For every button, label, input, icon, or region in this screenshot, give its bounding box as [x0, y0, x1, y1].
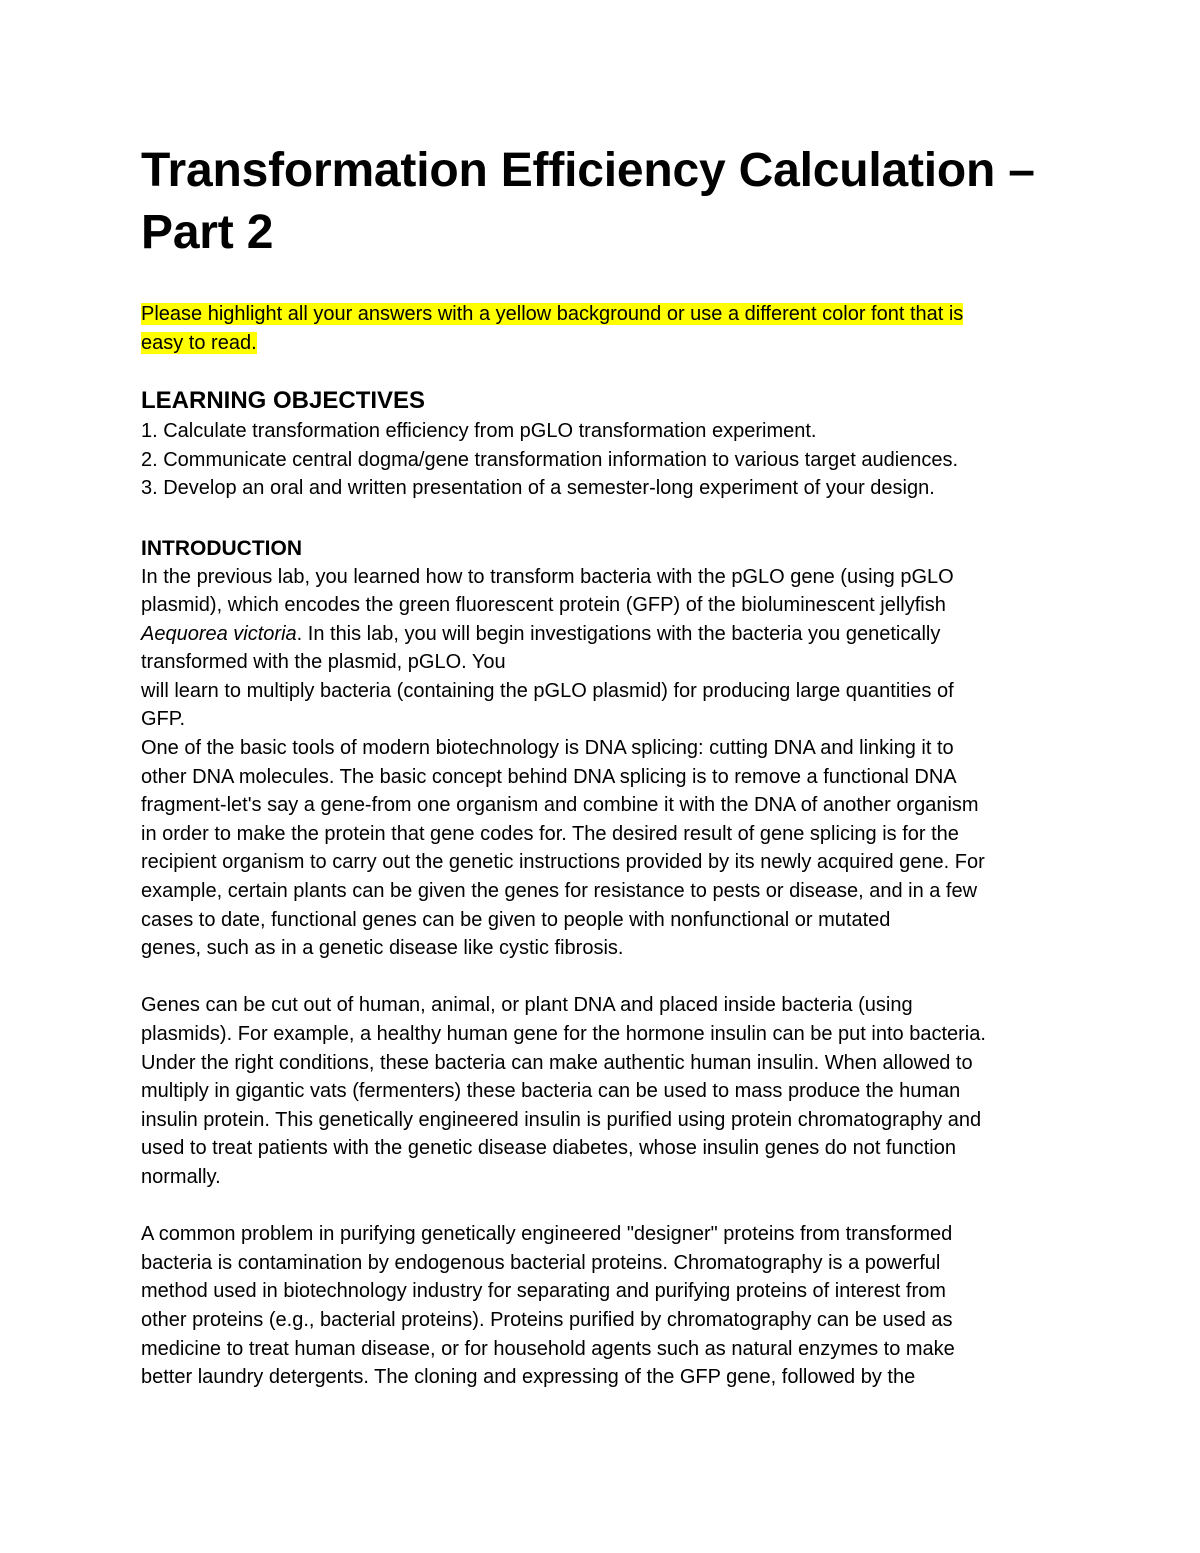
document-page [141, 140, 1071, 1392]
objective-item: 2. Communicate central dogma/gene transformation information to various target audiences. [141, 448, 959, 471]
text-line: Under the right conditions, these bacteria can make authentic human insulin. When allowed to [141, 1051, 973, 1074]
text-line: method used in biotechnology industry for separating and purifying proteins of interest from [141, 1280, 946, 1303]
text-line: GFP. [141, 708, 186, 731]
text-line: other DNA molecules. The basic concept behind DNA splicing is to remove a functional DNA [141, 765, 957, 788]
text-line: fragment-let's say a gene-from one organism and combine it with the DNA of another organism [141, 794, 979, 817]
text-line: Genes can be cut out of human, animal, or plant DNA and placed inside bacteria (using [141, 994, 913, 1017]
title-line-1: Transformation Efficiency Calculation – [141, 144, 1035, 197]
text-line: cases to date, functional genes can be given to people with nonfunctional or mutated [141, 908, 891, 931]
text-line: A common problem in purifying genetically engineered "designer" proteins from transformed [141, 1223, 953, 1246]
species-name: Aequorea victoria [141, 622, 297, 645]
text-line: plasmids). For example, a healthy human gene for the hormone insulin can be put into bacteria. [141, 1023, 986, 1045]
text-line: recipient organism to carry out the genetic instructions provided by its newly acquired gene. For [141, 851, 985, 874]
text-fragment: . In this lab, you will begin investigations with the bacteria you genetically [296, 622, 941, 645]
text-line: better laundry detergents. The cloning and expressing of the GFP gene, followed by the [141, 1366, 916, 1389]
introduction-paragraph-4 [141, 1220, 1071, 1392]
text-line: insulin protein. This genetically engineered insulin is purified using protein chromatography and [141, 1108, 982, 1131]
text-line: transformed with the plasmid, pGLO. You [141, 651, 506, 674]
learning-objectives-heading: LEARNING OBJECTIVES [141, 387, 426, 414]
text-line [141, 620, 1071, 649]
text-line: normally. [141, 1165, 221, 1188]
objective-item: 3. Develop an oral and written presentation of a semester-long experiment of your design. [141, 477, 935, 499]
introduction-heading: INTRODUCTION [141, 536, 302, 560]
highlight-instruction-line-2: easy to read. [141, 332, 257, 354]
text-line: genes, such as in a genetic disease like cystic fibrosis. [141, 937, 624, 960]
text-line: plasmid), which encodes the green fluorescent protein (GFP) of the bioluminescent jellyfish [141, 594, 946, 617]
text-line: example, certain plants can be given the genes for resistance to pests or disease, and in a few [141, 880, 978, 903]
learning-objectives-list [141, 417, 1071, 503]
text-line: in order to make the protein that gene codes for. The desired result of gene splicing is for the [141, 822, 959, 845]
text-line: multiply in gigantic vats (fermenters) these bacteria can be used to mass produce the human [141, 1080, 961, 1103]
objective-item: 1. Calculate transformation efficiency from pGLO transformation experiment. [141, 420, 817, 442]
highlight-instruction-line-1: Please highlight all your answers with a yellow background or use a different color font that is [141, 303, 964, 325]
introduction-paragraph-1 [141, 563, 1071, 735]
document-title [141, 140, 1071, 264]
text-line: used to treat patients with the genetic disease diabetes, whose insulin genes do not function [141, 1137, 956, 1160]
text-line: medicine to treat human disease, or for household agents such as natural enzymes to make [141, 1337, 955, 1360]
text-line: One of the basic tools of modern biotechnology is DNA splicing: cutting DNA and linking it to [141, 737, 954, 760]
text-line: In the previous lab, you learned how to transform bacteria with the pGLO gene (using pGLO [141, 565, 954, 588]
text-line: will learn to multiply bacteria (containing the pGLO plasmid) for producing large quantities of [141, 679, 954, 702]
text-line: other proteins (e.g., bacterial proteins). Proteins purified by chromatography can be used as [141, 1308, 953, 1331]
introduction-paragraph-3 [141, 991, 1071, 1191]
title-line-2: Part 2 [141, 206, 274, 259]
introduction-paragraph-2 [141, 734, 1071, 963]
highlight-instruction [141, 300, 1071, 358]
text-line: bacteria is contamination by endogenous bacterial proteins. Chromatography is a powerful [141, 1251, 941, 1274]
